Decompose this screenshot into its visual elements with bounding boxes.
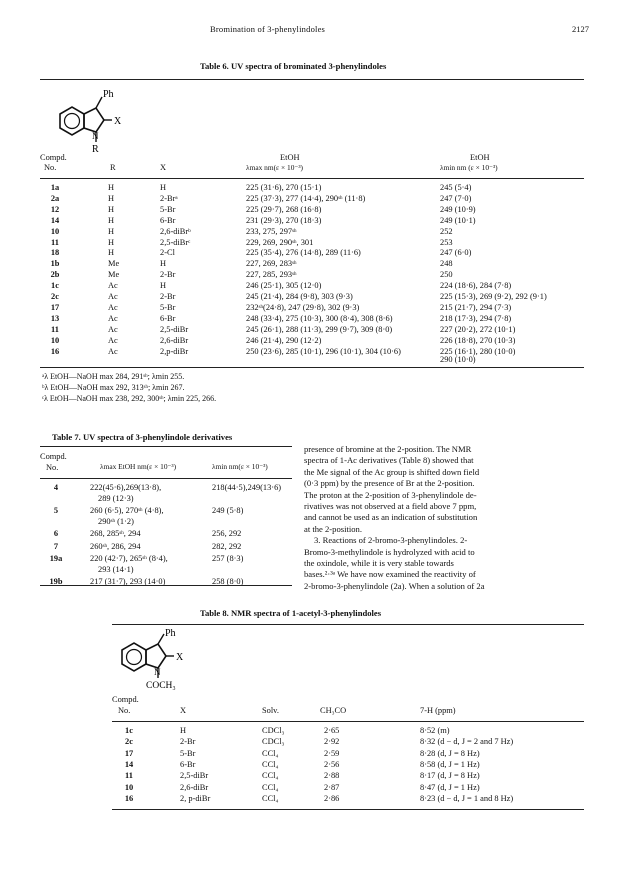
- table8-head-rule: [112, 721, 584, 722]
- body-line: bases.²·³ᵃ We have now examined the reactivity of: [304, 569, 476, 580]
- t6-cell-lmax: 246 (21·4), 290 (12·2): [246, 335, 322, 345]
- t8-cell-x: 2,6-diBr: [180, 782, 209, 792]
- t7-cell-no: 19a: [49, 554, 63, 563]
- t7-cell-no: 4: [53, 483, 59, 492]
- t6-cell-x: 2,6-diBr: [160, 335, 189, 345]
- t6-cell-lmax: 250 (23·6), 285 (10·1), 296 (10·1), 304 (10·6): [246, 346, 401, 356]
- t7-cell-lmin: 218(44·5),249(13·6): [212, 483, 282, 492]
- t6-head-r: R: [110, 163, 116, 172]
- t6-cell-no: 16: [50, 346, 60, 356]
- t6-cell-x: 2,6-diBrᵇ: [160, 226, 191, 236]
- t8-cell-ch3co: 2·56: [324, 759, 340, 769]
- t7-cell-lmin: 256, 292: [212, 529, 242, 538]
- t8-cell-ch3co: 2·86: [324, 793, 340, 803]
- struct8-x: X: [176, 652, 184, 663]
- table7-caption: Table 7. UV spectra of 3-phenylindole derivatives: [52, 432, 233, 442]
- t8-cell-solv: CCl₄: [262, 759, 279, 769]
- t8-cell-ch3co: 2·92: [324, 737, 340, 747]
- t6-cell-lmin: 250: [440, 270, 453, 280]
- t6-cell-r: Ac: [108, 313, 118, 323]
- table8-top-rule: [112, 624, 584, 625]
- t8-cell-ch3co: 2·65: [324, 726, 340, 735]
- t8-cell-7h: 8·52 (m): [420, 726, 450, 735]
- body-line: the Me signal of the Ac group is shifted down field: [304, 466, 480, 477]
- t6-cell-lmax: 227, 269, 283ˢʰ: [246, 259, 297, 269]
- t6-cell-r: Me: [108, 259, 120, 269]
- t6-cell-lmax: 231 (29·3), 270 (18·3): [246, 215, 322, 225]
- running-title: Bromination of 3-phenylindoles: [210, 24, 326, 34]
- t8-cell-solv: CDCl₃: [262, 737, 285, 747]
- t6-cell-x: 2,5-diBr: [160, 324, 189, 334]
- t6-cell-x: 5-Br: [160, 204, 176, 214]
- t6-head-lmax: λmax nm(ε × 10⁻³): [246, 163, 303, 172]
- t7-cell-lmin: 282, 292: [212, 541, 242, 551]
- t8-cell-7h: 8·32 (d − d, J = 2 and 7 Hz): [420, 737, 514, 747]
- t6-cell-no: 17: [50, 302, 60, 312]
- t7-cell-lmax: 293 (14·1): [98, 564, 134, 574]
- t6-cell-lmin: 227 (20·2), 272 (10·1): [440, 324, 516, 334]
- t6-cell-lmax: 227, 285, 293ˢʰ: [246, 270, 297, 280]
- t6-cell-r: H: [108, 183, 115, 192]
- t6-cell-lmin: 252: [440, 226, 453, 236]
- t6-cell-r: Ac: [108, 335, 118, 345]
- t6-cell-no: 11: [51, 324, 59, 334]
- t8-cell-7h: 8·17 (d, J = 8 Hz): [420, 771, 480, 781]
- table6-structure: [40, 86, 150, 157]
- t6-cell-r: H: [108, 204, 115, 214]
- t7-cell-lmax: 268, 285ˢʰ, 294: [90, 529, 141, 538]
- page-number: 2127: [572, 24, 589, 34]
- struct8-coch3: COCH₃: [146, 681, 176, 691]
- t6-cell-lmin: 253: [440, 237, 453, 247]
- t6-cell-lmax: 225 (31·6), 270 (15·1): [246, 183, 322, 192]
- t6-cell-r: Ac: [108, 324, 118, 334]
- t6-cell-x: 6-Br: [160, 313, 176, 323]
- table7-bottom-rule: [40, 585, 292, 586]
- t8-cell-ch3co: 2·88: [324, 771, 340, 781]
- t6-cell-lmin: 215 (21·7), 294 (7·3): [440, 302, 512, 312]
- table6-head-rule: [40, 178, 584, 179]
- t8-head-no: No.: [118, 706, 131, 715]
- t7-cell-lmax: 217 (31·7), 293 (14·0): [90, 577, 166, 586]
- t6-cell-no: 10: [50, 226, 60, 236]
- t6-cell-no: 2c: [51, 292, 59, 301]
- t7-cell-no: 6: [53, 529, 59, 538]
- body-line: 2-bromo-3-phenylindole (2a). When a solution of 2a: [304, 580, 485, 591]
- body-line: at the 2-position.: [304, 523, 362, 534]
- t8-cell-solv: CDCl₃: [262, 726, 285, 735]
- t6-cell-lmin: 249 (10·9): [440, 204, 476, 214]
- t6-cell-r: H: [108, 193, 115, 203]
- t6-cell-r: Ac: [108, 302, 118, 312]
- t6-cell-r: Me: [108, 270, 120, 280]
- t6-cell-lmin: 226 (18·8), 270 (10·3): [440, 335, 516, 345]
- t8-cell-solv: CCl₄: [262, 748, 279, 758]
- body-line: rivatives was not observed at a field above 7 ppm,: [304, 501, 477, 512]
- t7-head-no: No.: [46, 463, 59, 472]
- table8-structure: [112, 628, 222, 699]
- t6-cell-x: H: [160, 259, 167, 269]
- t6-cell-r: Ac: [108, 281, 118, 291]
- t6-cell-no: 18: [50, 248, 60, 258]
- t8-head-ch3co: CH₃CO: [320, 706, 347, 715]
- body-line: presence of bromine at the 2-position. The NMR: [304, 444, 472, 454]
- t6-cell-no: 14: [50, 215, 60, 225]
- struct6-ph: Ph: [103, 89, 114, 100]
- t8-cell-x: 2,5-diBr: [180, 771, 209, 781]
- t6-cell-no: 13: [50, 313, 60, 323]
- t7-cell-lmax: 289 (12·3): [98, 493, 134, 503]
- t8-head-compd: Compd.: [112, 695, 139, 704]
- t7-cell-lmax: 222(45·6),269(13·8),: [90, 483, 162, 492]
- struct6-x: X: [114, 116, 122, 127]
- table6-bottom-rule: [40, 367, 584, 368]
- t7-cell-lmin: 258 (8·0): [212, 577, 244, 586]
- t7-head-lmin: λmin nm(ε × 10⁻³): [212, 462, 268, 471]
- t6-cell-no: 11: [51, 237, 59, 247]
- t6-cell-x: 2-Cl: [160, 248, 175, 258]
- body-paragraph: [304, 444, 600, 592]
- t6-note-c: ᶜλ EtOH—NaOH max 238, 292, 300ˢʰ; λmin 225, 266.: [42, 394, 217, 403]
- table6-caption: Table 6. UV spectra of brominated 3-phenylindoles: [200, 61, 387, 71]
- t6-cell-lmin: 247 (7·0): [440, 193, 472, 203]
- t7-head-compd: Compd.: [40, 452, 67, 461]
- t6-cell-lmin: 224 (18·6), 284 (7·8): [440, 281, 512, 291]
- t8-head-solv: Solv.: [262, 706, 279, 715]
- body-line: (0·3 ppm) by the presence of Br at the 2-position.: [304, 478, 475, 489]
- t7-cell-no: 7: [53, 541, 59, 551]
- t8-cell-solv: CCl₄: [262, 793, 279, 803]
- t8-cell-solv: CCl₄: [262, 782, 279, 792]
- t6-head-etoh1: EtOH: [280, 153, 300, 162]
- t6-cell-lmin: 247 (6·0): [440, 248, 472, 258]
- t6-cell-x: 2-Br: [160, 270, 176, 280]
- t6-note-b: ᵇλ EtOH—NaOH max 292, 313ˢʰ; λmin 267.: [42, 383, 185, 392]
- table8-caption: Table 8. NMR spectra of 1-acetyl-3-phenylindoles: [200, 608, 382, 618]
- t7-cell-no: 5: [53, 506, 59, 515]
- t6-cell-no: 1b: [50, 259, 60, 269]
- t6-cell-no: 2a: [50, 193, 60, 203]
- t6-cell-lmin: 225 (16·1), 280 (10·0): [440, 346, 516, 356]
- t6-cell-r: H: [108, 248, 115, 258]
- t7-cell-lmax: 260 (6·5), 270ˢʰ (4·8),: [90, 506, 164, 515]
- t8-head-7h: 7-H (ppm): [420, 706, 456, 715]
- t7-head-lmax: λmax EtOH nm(ε × 10⁻³): [100, 462, 177, 471]
- t6-cell-x: 6-Br: [160, 215, 176, 225]
- t6-cell-lmax: 225 (35·4), 276 (14·8), 289 (11·6): [246, 248, 361, 258]
- body-line: spectra of 1-Ac derivatives (Table 8) showed that: [304, 455, 474, 466]
- t8-cell-x: 5-Br: [180, 748, 196, 758]
- table7-top-rule: [40, 446, 292, 447]
- t6-cell-x: 2,5-diBrᶜ: [160, 237, 191, 247]
- t6-cell-r: Ac: [108, 346, 118, 356]
- table8-bottom-rule: [112, 809, 584, 810]
- t8-cell-x: 2-Br: [180, 737, 196, 747]
- struct6-r: R: [92, 144, 99, 154]
- t6-cell-lmax: 248 (33·4), 275 (10·3), 300 (8·4), 308 (8·6): [246, 313, 393, 323]
- t8-cell-solv: CCl₄: [262, 771, 279, 781]
- t7-cell-lmax: 290ˢʰ (1·2): [98, 516, 134, 526]
- t8-cell-no: 14: [124, 759, 134, 769]
- t8-cell-no: 10: [124, 782, 134, 792]
- t6-note-a: ᵃλ EtOH—NaOH max 284, 291ˢʰ; λmin 255.: [42, 372, 185, 381]
- t6-head-no: No.: [44, 163, 57, 172]
- t8-cell-7h: 8·28 (d, J = 8 Hz): [420, 748, 480, 758]
- t6-row16-lmin-cont: 290 (10·0): [440, 355, 476, 364]
- body-line: The proton at the 2-position of 3-phenylindole de-: [304, 489, 477, 500]
- t7-cell-lmax: 220 (42·7), 265ˢʰ (8·4),: [90, 554, 168, 563]
- t6-cell-x: 5-Br: [160, 302, 176, 312]
- body-line: the oxindole, while it is very stable towards: [304, 558, 454, 569]
- t6-cell-lmin: 245 (5·4): [440, 183, 472, 192]
- t6-cell-x: 2-Brᵃ: [160, 193, 178, 203]
- t6-head-etoh2: EtOH: [470, 153, 490, 162]
- t6-cell-lmax: 232ˢʰ(24·8), 247 (29·8), 302 (9·3): [246, 302, 360, 312]
- t8-cell-no: 16: [124, 793, 134, 803]
- table7-head-rule: [40, 478, 292, 479]
- t8-cell-7h: 8·58 (d, J = 1 Hz): [420, 759, 480, 769]
- t6-cell-no: 12: [50, 204, 60, 214]
- t8-cell-x: 6-Br: [180, 759, 196, 769]
- t6-cell-lmax: 225 (37·3), 277 (14·4), 290ˢʰ (11·8): [246, 193, 366, 203]
- t6-cell-lmax: 229, 269, 290ˢʰ, 301: [246, 237, 314, 247]
- t6-cell-r: Ac: [108, 292, 118, 301]
- t6-cell-no: 2b: [50, 270, 60, 280]
- t6-cell-r: H: [108, 215, 115, 225]
- t8-cell-7h: 8·23 (d − d, J = 1 and 8 Hz): [420, 793, 514, 803]
- t6-cell-x: 2,p-diBr: [160, 346, 189, 356]
- struct8-n: N: [154, 667, 161, 677]
- t6-cell-lmax: 246 (25·1), 305 (12·0): [246, 281, 322, 291]
- t8-head-x: X: [180, 706, 187, 715]
- t8-cell-no: 1c: [125, 726, 133, 735]
- t6-cell-lmax: 233, 275, 297ˢʰ: [246, 226, 297, 236]
- t6-cell-r: H: [108, 226, 115, 236]
- t6-cell-lmin: 218 (17·3), 294 (7·8): [440, 313, 512, 323]
- t6-cell-no: 10: [50, 335, 60, 345]
- t8-cell-x: H: [180, 726, 187, 735]
- t6-cell-lmax: 245 (26·1), 288 (11·3), 299 (9·7), 309 (8·0): [246, 324, 393, 334]
- t6-cell-lmin: 225 (15·3), 269 (9·2), 292 (9·1): [440, 292, 547, 301]
- t6-head-x: X: [160, 163, 167, 172]
- t8-cell-no: 2c: [125, 737, 133, 747]
- t8-cell-7h: 8·47 (d, J = 1 Hz): [420, 782, 480, 792]
- t6-cell-lmax: 225 (29·7), 268 (16·8): [246, 204, 322, 214]
- t6-cell-no: 1a: [50, 183, 60, 192]
- t6-cell-lmin: 248: [440, 259, 453, 269]
- t6-head-compd: Compd.: [40, 153, 67, 162]
- t6-cell-x: H: [160, 183, 167, 192]
- t8-cell-no: 17: [124, 748, 134, 758]
- t6-cell-no: 1c: [51, 281, 59, 291]
- t6-cell-lmax: 245 (21·4), 284 (9·8), 303 (9·3): [246, 292, 353, 301]
- t8-cell-ch3co: 2·59: [324, 748, 340, 758]
- table6-top-rule: [40, 79, 584, 80]
- body-line: 3. Reactions of 2-bromo-3-phenylindoles. 2-: [314, 535, 468, 546]
- t7-cell-lmin: 249 (5·8): [212, 506, 244, 515]
- t8-cell-x: 2, p-diBr: [180, 793, 211, 803]
- t6-cell-r: H: [108, 237, 115, 247]
- struct8-ph: Ph: [165, 628, 176, 639]
- body-line: and cannot be used as an indication of substitution: [304, 512, 478, 523]
- t6-cell-lmin: 249 (10·1): [440, 215, 476, 225]
- t8-cell-ch3co: 2·87: [324, 782, 340, 792]
- t8-cell-no: 11: [125, 771, 133, 781]
- t6-head-lmin: λmin nm (ε × 10⁻³): [440, 163, 498, 172]
- body-line: Bromo-3-methylindole is hydrolyzed with acid to: [304, 546, 475, 557]
- t6-cell-x: 2-Br: [160, 292, 176, 301]
- t7-cell-lmin: 257 (8·3): [212, 554, 244, 563]
- t7-cell-lmax: 260ˢʰ, 286, 294: [90, 541, 141, 551]
- t6-cell-x: H: [160, 281, 167, 291]
- struct6-n: N: [92, 131, 99, 141]
- t7-cell-no: 19b: [49, 577, 63, 586]
